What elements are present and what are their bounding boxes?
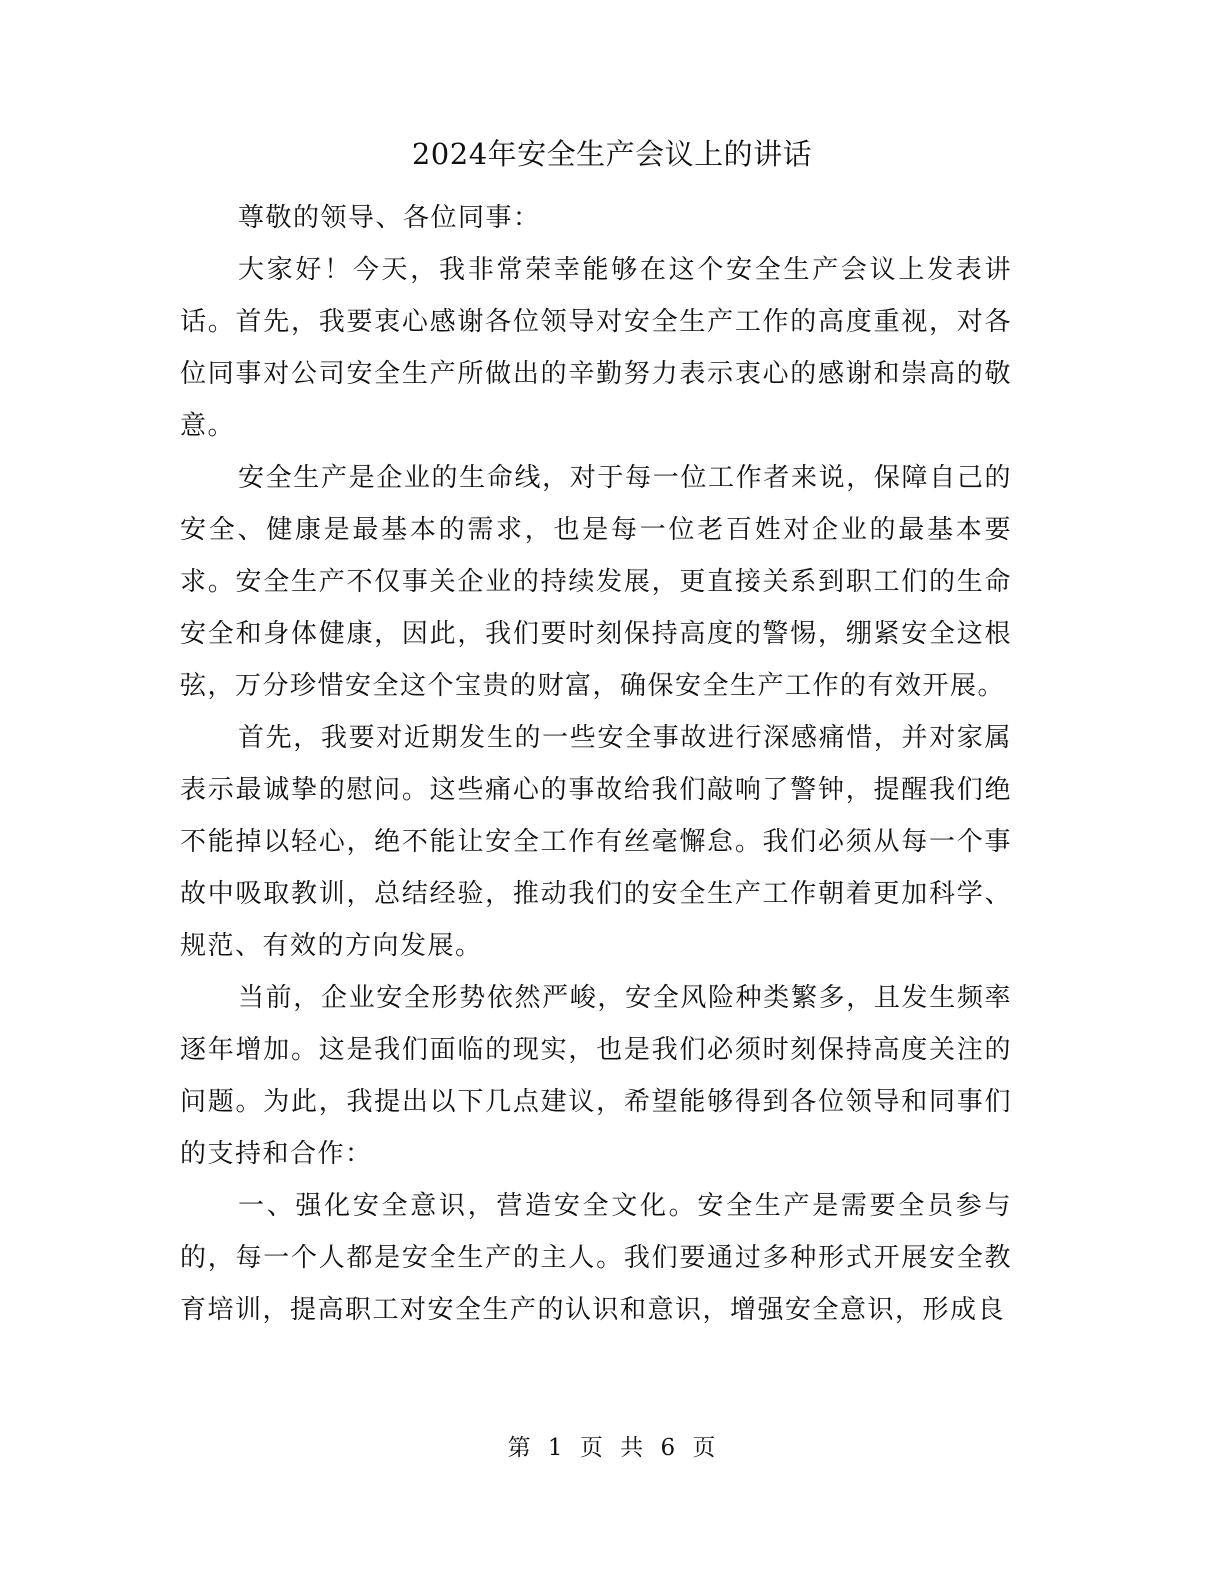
body-paragraph: 首先，我要对近期发生的一些安全事故进行深感痛惜，并对家属表示最诚挚的慰问。这些痛心的事故给我们敲响了警钟，提醒我们绝不能掉以轻心，绝不能让安全工作有丝毫懈怠。我们必须从每一个事故中吸取教训，总结经验，推动我们的安全生产工作朝着更加科学、规范、有效的方向发展。: [180, 723, 1012, 961]
body-paragraph: 当前，企业安全形势依然严峻，安全风险种类繁多，且发生频率逐年增加。这是我们面临的现实，也是我们必须时刻保持高度关注的问题。为此，我提出以下几点建议，希望能够得到各位领导和同事们的支持和合作：: [180, 983, 1012, 1169]
greeting-paragraph: 尊敬的领导、各位同事：: [238, 203, 541, 233]
body-paragraph: 一、强化安全意识，营造安全文化。安全生产是需要全员参与的，每一个人都是安全生产的主人。我们要通过多种形式开展安全教育培训，提高职工对安全生产的认识和意识，增强安全意识，形成良: [180, 1191, 1012, 1325]
body-paragraph: 大家好！今天，我非常荣幸能够在这个安全生产会议上发表讲话。首先，我要衷心感谢各位领导对安全生产工作的高度重视，对各位同事对公司安全生产所做出的辛勤努力表示衷心的感谢和崇高的敬意。: [180, 255, 1012, 441]
page-title: 2024年安全生产会议上的讲话: [411, 137, 813, 171]
body-paragraph: 安全生产是企业的生命线，对于每一位工作者来说，保障自己的安全、健康是最基本的需求，也是每一位老百姓对企业的最基本要求。安全生产不仅事关企业的持续发展，更直接关系到职工们的生命安全和身体健康，因此，我们要时刻保持高度的警惕，绷紧安全这根弦，万分珍惜安全这个宝贵的财富，确保安全生产工作的有效开展。: [180, 463, 1012, 701]
document-body: [180, 192, 1012, 1336]
page-number-footer: 第 1 页 共 6 页: [507, 1435, 717, 1461]
